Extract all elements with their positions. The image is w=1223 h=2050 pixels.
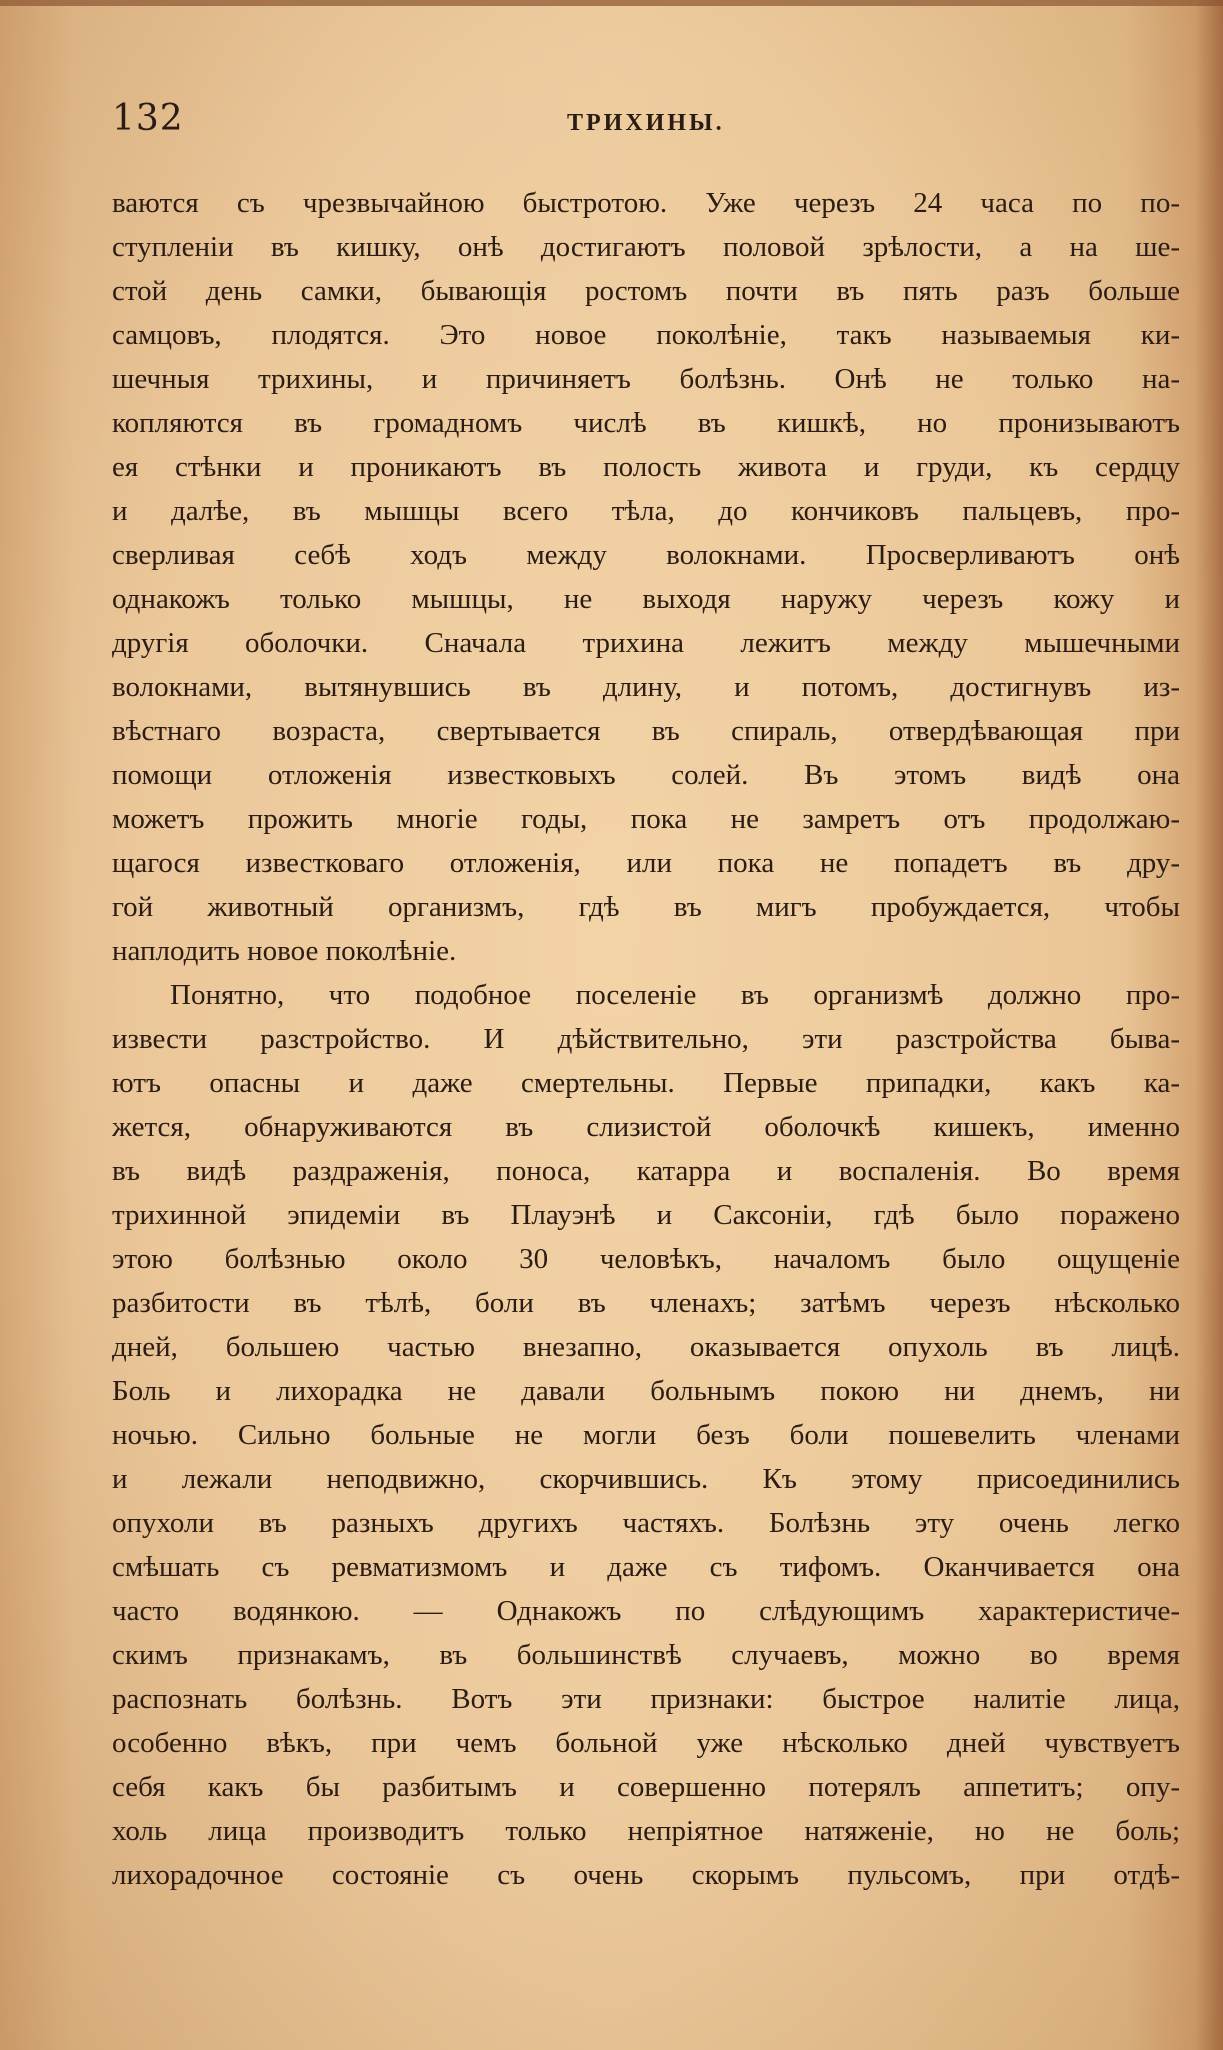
text-line: и лежали неподвижно, скорчившись. Къ этому присоединились [112, 1463, 1180, 1495]
text-line: ступленіи въ кишку, онѣ достигаютъ половой зрѣлости, а на ше- [112, 231, 1180, 263]
text-line: ея стѣнки и проникаютъ въ полость живота и груди, къ сердцу [112, 451, 1180, 483]
text-line: и далѣе, въ мышцы всего тѣла, до кончиковъ пальцевъ, про- [112, 495, 1180, 527]
text-line: смѣшать съ ревматизмомъ и даже съ тифомъ. Оканчивается она [112, 1551, 1180, 1583]
text-line: помощи отложенія известковыхъ солей. Въ этомъ видѣ она [112, 759, 1180, 791]
running-head: ТРИХИНЫ. [567, 110, 725, 136]
text-line: стой день самки, бывающія ростомъ почти въ пять разъ больше [112, 275, 1180, 307]
text-line: лихорадочное состояніе съ очень скорымъ пульсомъ, при отдѣ- [112, 1859, 1180, 1891]
page-binding-shadow [1195, 0, 1223, 2050]
text-line: разбитости въ тѣлѣ, боли въ членахъ; затѣмъ черезъ нѣсколько [112, 1287, 1180, 1319]
page-number: 132 [112, 98, 184, 139]
text-line: дней, большею частью внезапно, оказывается опухоль въ лицѣ. [112, 1331, 1180, 1363]
text-line: Боль и лихорадка не давали больнымъ покою ни днемъ, ни [112, 1375, 1180, 1407]
text-line: жется, обнаруживаются въ слизистой оболочкѣ кишекъ, именно [112, 1111, 1180, 1143]
text-line: копляются въ громадномъ числѣ въ кишкѣ, но пронизываютъ [112, 407, 1180, 439]
text-line: извести разстройство. И дѣйствительно, эти разстройства быва- [112, 1023, 1180, 1055]
page-header [112, 98, 1180, 150]
text-line: волокнами, вытянувшись въ длину, и потомъ, достигнувъ из- [112, 671, 1180, 703]
text-line: однакожъ только мышцы, не выходя наружу черезъ кожу и [112, 583, 1180, 615]
text-line: холь лица производитъ только непріятное натяженіе, но не боль; [112, 1815, 1180, 1847]
text-line: распознать болѣзнь. Вотъ эти признаки: быстрое налитіе лица, [112, 1683, 1180, 1715]
text-line: часто водянкою. — Однакожъ по слѣдующимъ характеристиче- [112, 1595, 1180, 1627]
text-line: трихинной эпидеміи въ Плауэнѣ и Саксоніи, гдѣ было поражено [112, 1199, 1180, 1231]
text-line: другія оболочки. Сначала трихина лежитъ между мышечными [112, 627, 1180, 659]
text-line: себя какъ бы разбитымъ и совершенно потерялъ аппетитъ; опу- [112, 1771, 1180, 1803]
text-line: этою болѣзнью около 30 человѣкъ, началомъ было ощущеніе [112, 1243, 1180, 1275]
text-line: самцовъ, плодятся. Это новое поколѣніе, такъ называемыя ки- [112, 319, 1180, 351]
text-line: ютъ опасны и даже смертельны. Первые припадки, какъ ка- [112, 1067, 1180, 1099]
text-line: опухоли въ разныхъ другихъ частяхъ. Болѣзнь эту очень легко [112, 1507, 1180, 1539]
text-line: щагося известковаго отложенія, или пока не попадетъ въ дру- [112, 847, 1180, 879]
text-line: вѣстнаго возраста, свертывается въ спираль, отвердѣвающая при [112, 715, 1180, 747]
text-line: въ видѣ раздраженія, поноса, катарра и воспаленія. Во время [112, 1155, 1180, 1187]
text-line: гой животный организмъ, гдѣ въ мигъ пробуждается, чтобы [112, 891, 1180, 923]
text-line: шечныя трихины, и причиняетъ болѣзнь. Онѣ не только на- [112, 363, 1180, 395]
text-line: сверливая себѣ ходъ между волокнами. Просверливаютъ онѣ [112, 539, 1180, 571]
text-line: ночью. Сильно больные не могли безъ боли пошевелить членами [112, 1419, 1180, 1451]
paragraph-start-line: Понятно, что подобное поселеніе въ организмѣ должно про- [170, 979, 1180, 1011]
text-line: особенно вѣкъ, при чемъ больной уже нѣсколько дней чувствуетъ [112, 1727, 1180, 1759]
text-line: скимъ признакамъ, въ большинствѣ случаевъ, можно во время [112, 1639, 1180, 1671]
body-text [112, 181, 1180, 1897]
text-line: ваются съ чрезвычайною быстротою. Уже черезъ 24 часа по по- [112, 187, 1180, 219]
page-top-edge [0, 0, 1223, 6]
paragraph-end-line: наплодить новое поколѣніе. [112, 935, 457, 967]
text-line: можетъ прожить многіе годы, пока не замретъ отъ продолжаю- [112, 803, 1180, 835]
